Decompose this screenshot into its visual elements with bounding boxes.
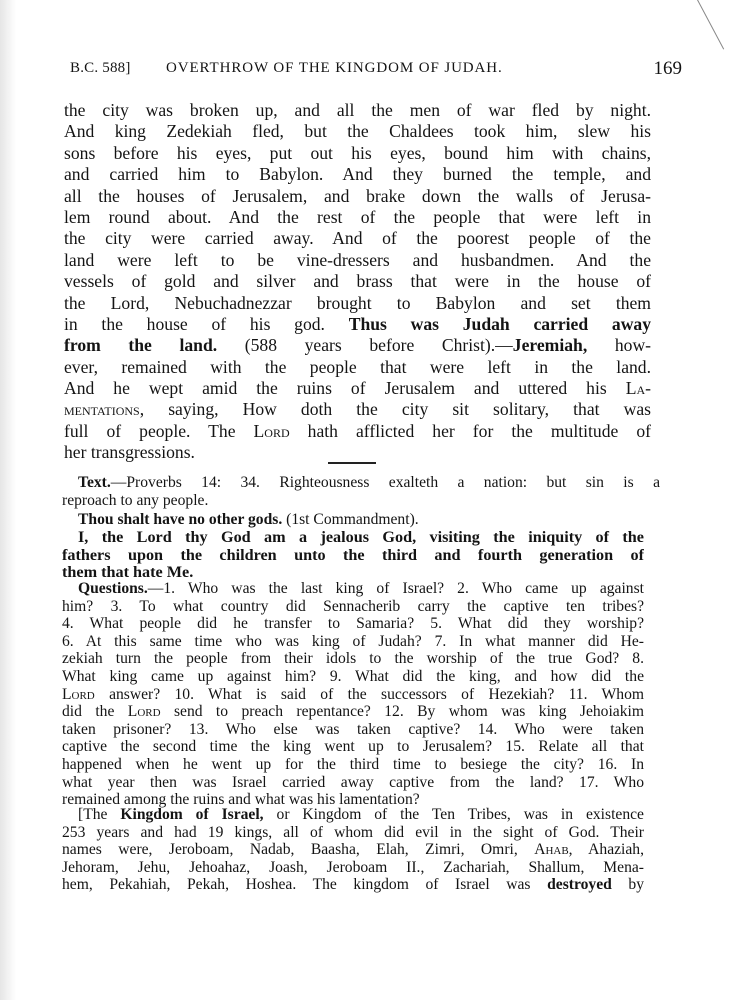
question-line: what year then was Israel carried away captive from the land? 17. Who	[62, 773, 644, 791]
narrative-line	[64, 399, 651, 420]
text-content: —Proverbs 14: 34. Righteousness exalteth a nation: but sin is a	[110, 474, 660, 491]
narrative-line: sons before his eyes, put out his eyes, bound him with chains,	[64, 142, 651, 163]
question-text: answer? 10. What is said of the successors of Hezekiah? 11. Whom	[109, 685, 644, 703]
commandment-line: them that hate Me.	[62, 564, 194, 582]
question-text: send to preach repentance? 12. By whom was king Jehoiakim	[173, 703, 644, 721]
lord-smallcaps: Lord	[253, 420, 290, 441]
narrative-line: vessels of gold and silver and brass that were in the house of	[64, 271, 651, 292]
kingdom-line	[62, 876, 644, 894]
question-line: captive the second time the king went up to Jerusalem? 15. Relate all that	[62, 738, 644, 756]
narrative-line: the city was broken up, and all the men of war fled by night.	[64, 100, 651, 120]
kingdom-text: Ahaziah,	[588, 841, 644, 859]
narrative-line	[64, 335, 651, 356]
commandment-line	[78, 511, 660, 529]
kingdom-of-israel-bold: Kingdom of Israel,	[120, 806, 264, 823]
narrative-line: lem round about. And the rest of the people that were left in	[64, 206, 651, 227]
jeremiah-bold: Jeremiah,	[512, 335, 588, 356]
narrative-line: land were left to be vine-dressers and husbandmen. And the	[64, 249, 651, 270]
narrative-line: the city were carried away. And of the poorest people of the	[64, 228, 651, 249]
text-section	[62, 474, 660, 492]
narrative-text: (588 years before Christ).—	[244, 335, 513, 356]
kingdom-text: hem, Pekahiah, Pekah, Hoshea. The kingdom of Israel was	[62, 876, 531, 894]
narrative-line	[64, 314, 651, 335]
kingdom-line: 253 years and had 19 kings, all of whom did evil in the sight of God. Their	[62, 823, 644, 841]
narrative-line	[64, 421, 651, 442]
lord-smallcaps: Lord	[127, 703, 161, 721]
running-header	[70, 60, 682, 82]
narrative-paragraph	[64, 100, 651, 464]
page-number: 169	[653, 58, 682, 79]
text-section-cont	[62, 492, 644, 510]
lamentations-smallcaps: La-	[625, 378, 651, 399]
from-the-land-bold: from the land.	[64, 335, 218, 356]
kingdom-text: [The	[78, 806, 108, 823]
kingdom-text: by	[628, 876, 644, 894]
questions-section	[62, 580, 644, 809]
question-line	[62, 703, 644, 721]
kingdom-line	[62, 841, 644, 859]
narrative-text: hath afflicted her for the multitude of	[307, 420, 651, 441]
judah-carried-away-bold: Thus was Judah carried away	[348, 313, 651, 334]
kingdom-text: names were, Jeroboam, Nadab, Baasha, Elah, Zimri, Omri,	[62, 841, 518, 859]
narrative-line: her transgressions.	[64, 442, 195, 463]
narrative-text: how-	[614, 335, 651, 356]
narrative-line: And king Zedekiah fled, but the Chaldees took him, slew his	[64, 121, 651, 142]
text-line	[78, 474, 660, 492]
question-text: —1. Who was the last king of Israel? 2. Who came up against	[147, 580, 644, 597]
questions-label: Questions.	[78, 580, 148, 597]
commandment-line: fathers upon the children unto the third and fourth generation of	[62, 546, 644, 564]
question-line: 6. At this same time who was king of Judah? 7. In what manner did He-	[62, 632, 644, 650]
header-title: OVERTHROW OF THE KINGDOM OF JUDAH.	[166, 60, 503, 76]
first-commandment	[62, 511, 660, 529]
narrative-line	[64, 378, 651, 399]
text-line: reproach to any people.	[62, 492, 209, 509]
narrative-text: full of people. The	[64, 420, 236, 441]
text-label: Text.	[78, 474, 111, 491]
narrative-text: in the house of his god.	[64, 313, 325, 334]
ahab-smallcaps: Ahab,	[534, 841, 573, 859]
narrative-line: the Lord, Nebuchadnezzar brought to Babylon and set them	[64, 292, 651, 313]
question-text: did the	[62, 703, 115, 721]
question-line: him? 3. To what country did Sennacherib carry the captive ten tribes?	[62, 597, 644, 615]
question-line: zekiah turn the people from their idols to the worship of the true God? 8.	[62, 650, 644, 668]
header-date: B.C. 588]	[70, 60, 131, 76]
lord-smallcaps: Lord	[62, 685, 95, 703]
question-line	[62, 686, 644, 704]
narrative-text: And he wept amid the ruins of Jerusalem and uttered his	[64, 378, 607, 399]
section-divider	[328, 462, 376, 464]
commandment-line: I, the Lord thy God am a jealous God, visiting the iniquity of the	[78, 529, 644, 546]
kingdom-line	[62, 806, 644, 824]
second-commandment	[62, 529, 644, 582]
question-line: 4. What people did he transfer to Samaria? 5. What did they worship?	[62, 615, 644, 633]
narrative-line: and carried him to Babylon. And they burned the temple, and	[64, 164, 651, 185]
narrative-line: all the houses of Jerusalem, and brake down the walls of Jerusa-	[64, 185, 651, 206]
page-edge-shadow	[0, 0, 16, 1000]
kingdom-line: Jehoram, Jehu, Jehoahaz, Joash, Jeroboam II., Zachariah, Shallum, Mena-	[62, 858, 644, 876]
question-line: remained among the ruins and what was his lamentation?	[62, 791, 420, 809]
question-line: happened when he went up for the third time to besiege the city? 16. In	[62, 755, 644, 773]
question-line: What king came up against him? 9. What did the king, and how did the	[62, 667, 644, 685]
commandment-note: (1st Commandment).	[286, 511, 419, 528]
commandment-bold: Thou shalt have no other gods.	[78, 511, 283, 528]
kingdom-text: or Kingdom of the Ten Tribes, was in existence	[276, 806, 644, 823]
kingdom-of-israel-note	[62, 806, 644, 894]
narrative-text: saying, How doth the city sit solitary, that was	[168, 399, 651, 420]
lamentations-smallcaps: mentations,	[64, 399, 145, 420]
scan-corner-line	[695, 0, 724, 49]
question-line	[62, 580, 644, 598]
narrative-line: ever, remained with the people that were left in the land.	[64, 356, 651, 377]
destroyed-bold: destroyed	[547, 876, 612, 894]
question-line: taken prisoner? 13. Who else was taken captive? 14. Who were taken	[62, 720, 644, 738]
